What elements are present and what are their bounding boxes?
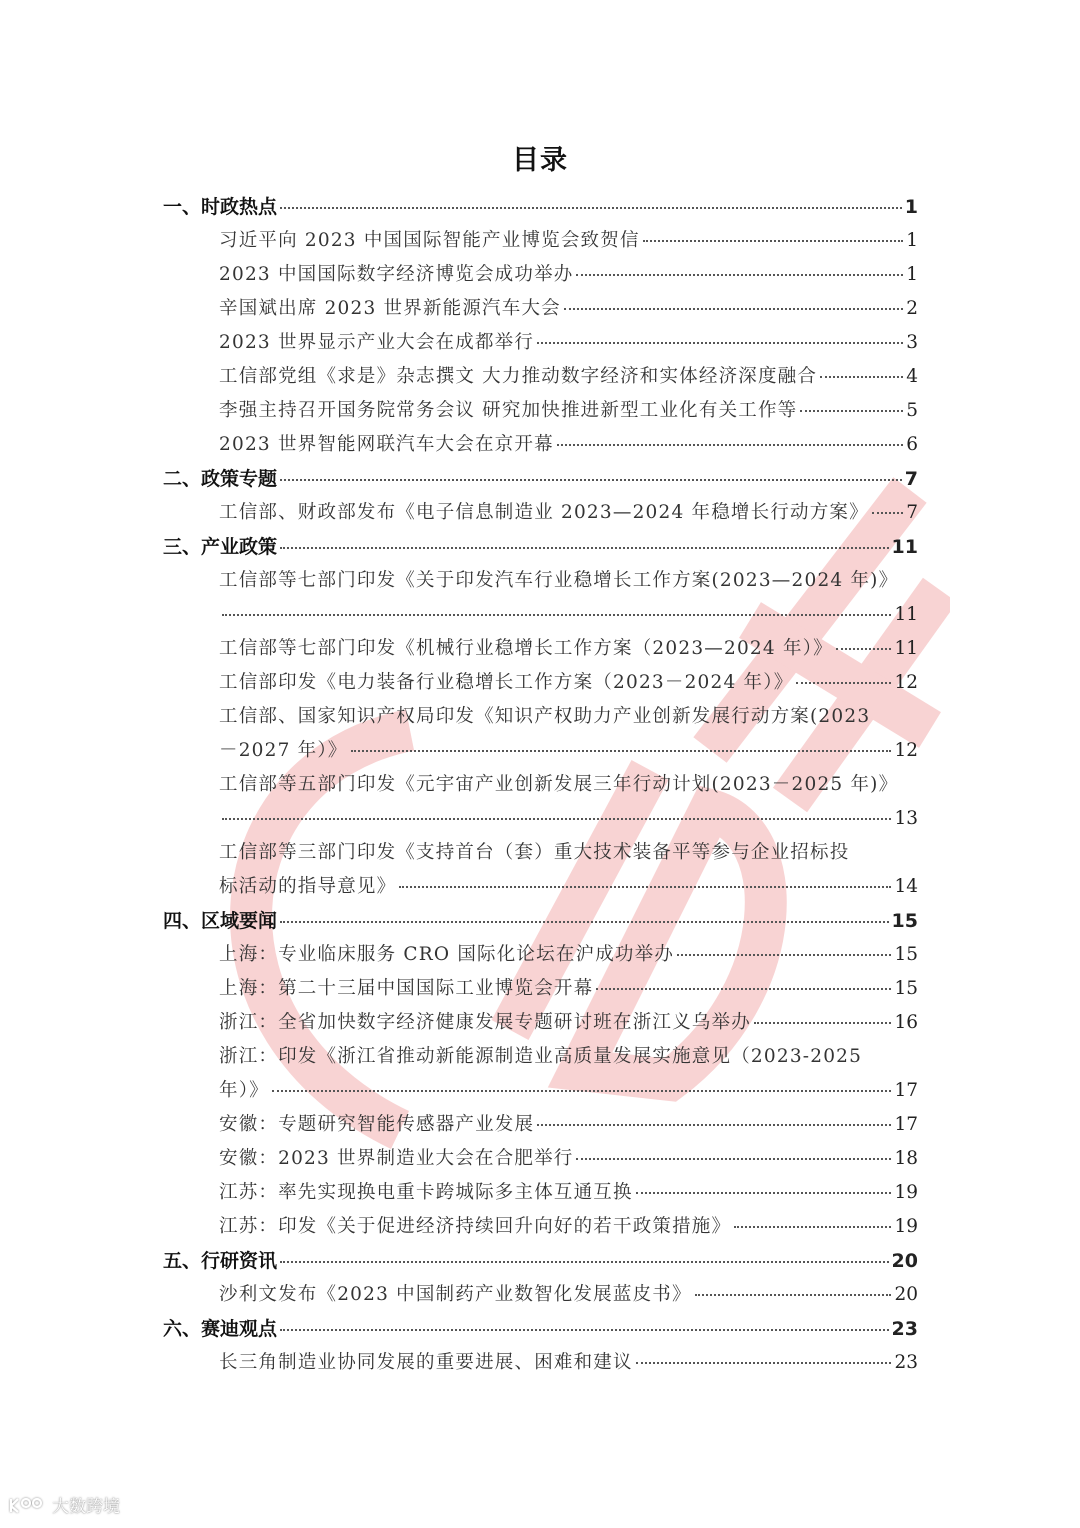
toc-page-number: 1	[906, 264, 918, 285]
toc-page-number: 1	[906, 230, 918, 251]
leader-dots	[695, 1293, 892, 1296]
toc-entry-line2[interactable]	[163, 598, 918, 632]
toc-label: 浙江：全省加快数字经济健康发展专题研讨班在浙江义乌举办	[219, 1012, 751, 1033]
toc-page-number: 17	[894, 1114, 918, 1135]
toc-label: 四、区域要闻	[163, 910, 278, 932]
toc-page-number: 13	[894, 808, 918, 829]
toc-label: 工信部、财政部发布《电子信息制造业 2023—2024 年稳增长行动方案》	[219, 502, 869, 523]
toc-page-number: 14	[894, 876, 918, 897]
toc-page-number: 19	[894, 1216, 918, 1237]
toc-label: 安徽：2023 世界制造业大会在合肥举行	[219, 1148, 574, 1169]
toc-section[interactable]	[163, 1312, 918, 1346]
toc-label: 工信部等七部门印发《机械行业稳增长工作方案（2023—2024 年）》	[219, 638, 833, 659]
leader-dots	[280, 1260, 889, 1263]
toc-label: 工信部等五部门印发《元宇宙产业创新发展三年行动计划(2023－2025 年)》	[219, 774, 899, 795]
toc-entry-line1[interactable]	[163, 768, 918, 802]
toc-label: 工信部党组《求是》杂志撰文 大力推动数字经济和实体经济深度融合	[219, 366, 818, 387]
leader-dots	[399, 885, 891, 888]
toc-label: 二、政策专题	[163, 468, 278, 490]
toc-label: 沙利文发布《2023 中国制药产业数智化发展蓝皮书》	[219, 1284, 692, 1305]
toc-page-number: 12	[894, 672, 918, 693]
toc-page-number: 7	[906, 502, 918, 523]
toc-label: 工信部印发《电力装备行业稳增长工作方案（2023－2024 年）》	[219, 672, 794, 693]
toc-page-number: 23	[894, 1352, 918, 1373]
toc-page-number: 15	[894, 978, 918, 999]
toc-entry[interactable]	[163, 938, 918, 972]
toc-page-number: 17	[894, 1080, 918, 1101]
toc-entry-line1[interactable]	[163, 1040, 918, 1074]
toc-entry[interactable]	[163, 1006, 918, 1040]
toc-entry[interactable]	[163, 292, 918, 326]
toc-section[interactable]	[163, 1244, 918, 1278]
toc-label-continued: 年）》	[219, 1080, 269, 1101]
toc-entry[interactable]	[163, 360, 918, 394]
toc-page-number: 11	[891, 536, 918, 558]
leader-dots	[280, 920, 889, 923]
toc-page-number: 20	[891, 1250, 918, 1272]
leader-dots	[280, 546, 889, 549]
toc-entry[interactable]	[163, 428, 918, 462]
toc-entry[interactable]	[163, 1346, 918, 1380]
toc-entry[interactable]	[163, 632, 918, 666]
toc-entry-line2[interactable]	[163, 870, 918, 904]
toc-entry[interactable]	[163, 496, 918, 530]
leader-dots	[351, 749, 892, 752]
toc-page-number: 11	[894, 604, 918, 625]
toc-label: 江苏：印发《关于促进经济持续回升向好的若干政策措施》	[219, 1216, 732, 1237]
toc-entry[interactable]	[163, 1176, 918, 1210]
toc-label: 六、赛迪观点	[163, 1318, 278, 1340]
leader-dots	[820, 375, 903, 378]
toc-entry-line2[interactable]	[163, 802, 918, 836]
toc-label: 2023 世界智能网联汽车大会在京开幕	[219, 434, 554, 455]
toc-page-number: 5	[906, 400, 918, 421]
toc-page-number: 16	[894, 1012, 918, 1033]
toc-label: 浙江：印发《浙江省推动新能源制造业高质量发展实施意见（2023-2025	[219, 1046, 863, 1067]
toc-entry-line2[interactable]	[163, 1074, 918, 1108]
toc-label: 安徽：专题研究智能传感器产业发展	[219, 1114, 535, 1135]
toc-label: 习近平向 2023 中国国际智能产业博览会致贺信	[219, 230, 640, 251]
toc-label: 工信部、国家知识产权局印发《知识产权助力产业创新发展行动方案(2023	[219, 706, 871, 727]
toc-page-number: 7	[904, 468, 918, 490]
toc-label: 2023 世界显示产业大会在成都举行	[219, 332, 535, 353]
toc-page-number: 12	[894, 740, 918, 761]
toc-page-number: 23	[891, 1318, 918, 1340]
footer-brand-text: 大数跨境	[52, 1497, 120, 1517]
toc-page-number: 18	[894, 1148, 918, 1169]
toc-label: 2023 中国国际数字经济博览会成功举办	[219, 264, 574, 285]
leader-dots	[800, 409, 903, 412]
toc-label: 上海：第二十三届中国国际工业博览会开幕	[219, 978, 594, 999]
toc-label: 长三角制造业协同发展的重要进展、困难和建议	[219, 1352, 633, 1373]
leader-dots	[576, 1157, 891, 1160]
toc-entry-line1[interactable]	[163, 836, 918, 870]
toc-entry[interactable]	[163, 326, 918, 360]
toc-page-number: 2	[906, 298, 918, 319]
toc-section[interactable]	[163, 462, 918, 496]
toc-label: 上海：专业临床服务 CRO 国际化论坛在沪成功举办	[219, 944, 675, 965]
leader-dots	[636, 1361, 892, 1364]
toc-label: 工信部等三部门印发《支持首台（套）重大技术装备平等参与企业招标投	[219, 842, 850, 863]
footer-brand-logo	[8, 1492, 120, 1517]
leader-dots	[596, 987, 891, 990]
toc-page-number: 6	[906, 434, 918, 455]
toc-label: 一、时政热点	[163, 196, 278, 218]
toc-label: 李强主持召开国务院常务会议 研究加快推进新型工业化有关工作等	[219, 400, 798, 421]
toc-entry-line1[interactable]	[163, 700, 918, 734]
table-of-contents	[163, 190, 918, 1380]
toc-entry[interactable]	[163, 1142, 918, 1176]
leader-dots	[537, 341, 903, 344]
toc-entry[interactable]	[163, 972, 918, 1006]
leader-dots	[754, 1021, 892, 1024]
leader-dots	[734, 1225, 891, 1228]
toc-page-number: 3	[906, 332, 918, 353]
toc-page-number: 1	[904, 196, 918, 218]
leader-dots	[872, 511, 903, 514]
leader-dots	[222, 817, 891, 820]
toc-label-continued: 标活动的指导意见》	[219, 876, 397, 897]
toc-label: 江苏：率先实现换电重卡跨城际多主体互通互换	[219, 1182, 633, 1203]
leader-dots	[576, 273, 903, 276]
leader-dots	[280, 478, 902, 481]
toc-page-number: 19	[894, 1182, 918, 1203]
toc-page-number: 11	[894, 638, 918, 659]
toc-entry-line1[interactable]	[163, 564, 918, 598]
toc-page-number: 15	[894, 944, 918, 965]
leader-dots	[677, 953, 891, 956]
leader-dots	[564, 307, 903, 310]
leader-dots	[643, 239, 904, 242]
toc-entry[interactable]	[163, 394, 918, 428]
page-title: 目录	[512, 145, 568, 176]
leader-dots	[280, 206, 902, 209]
leader-dots	[557, 443, 903, 446]
toc-page-number: 20	[894, 1284, 918, 1305]
leader-dots	[836, 647, 892, 650]
toc-page-number: 4	[906, 366, 918, 387]
toc-label: 三、产业政策	[163, 536, 278, 558]
toc-label: 工信部等七部门印发《关于印发汽车行业稳增长工作方案(2023—2024 年)》	[219, 570, 899, 591]
leader-dots	[222, 613, 891, 616]
toc-section[interactable]	[163, 530, 918, 564]
toc-entry[interactable]	[163, 1210, 918, 1244]
toc-section[interactable]	[163, 904, 918, 938]
toc-entry-line2[interactable]	[163, 734, 918, 768]
leader-dots	[537, 1123, 891, 1126]
toc-entry[interactable]	[163, 666, 918, 700]
leader-dots	[636, 1191, 892, 1194]
toc-entry[interactable]	[163, 258, 918, 292]
toc-entry[interactable]	[163, 224, 918, 258]
leader-dots	[272, 1089, 892, 1092]
toc-section[interactable]	[163, 190, 918, 224]
toc-label-continued: －2027 年）》	[219, 740, 348, 761]
logo-icon	[8, 1495, 48, 1515]
leader-dots	[796, 681, 891, 684]
toc-label: 五、行研资讯	[163, 1250, 278, 1272]
toc-label: 辛国斌出席 2023 世界新能源汽车大会	[219, 298, 561, 319]
toc-entry[interactable]	[163, 1278, 918, 1312]
toc-page-number: 15	[891, 910, 918, 932]
toc-entry[interactable]	[163, 1108, 918, 1142]
leader-dots	[280, 1328, 889, 1331]
